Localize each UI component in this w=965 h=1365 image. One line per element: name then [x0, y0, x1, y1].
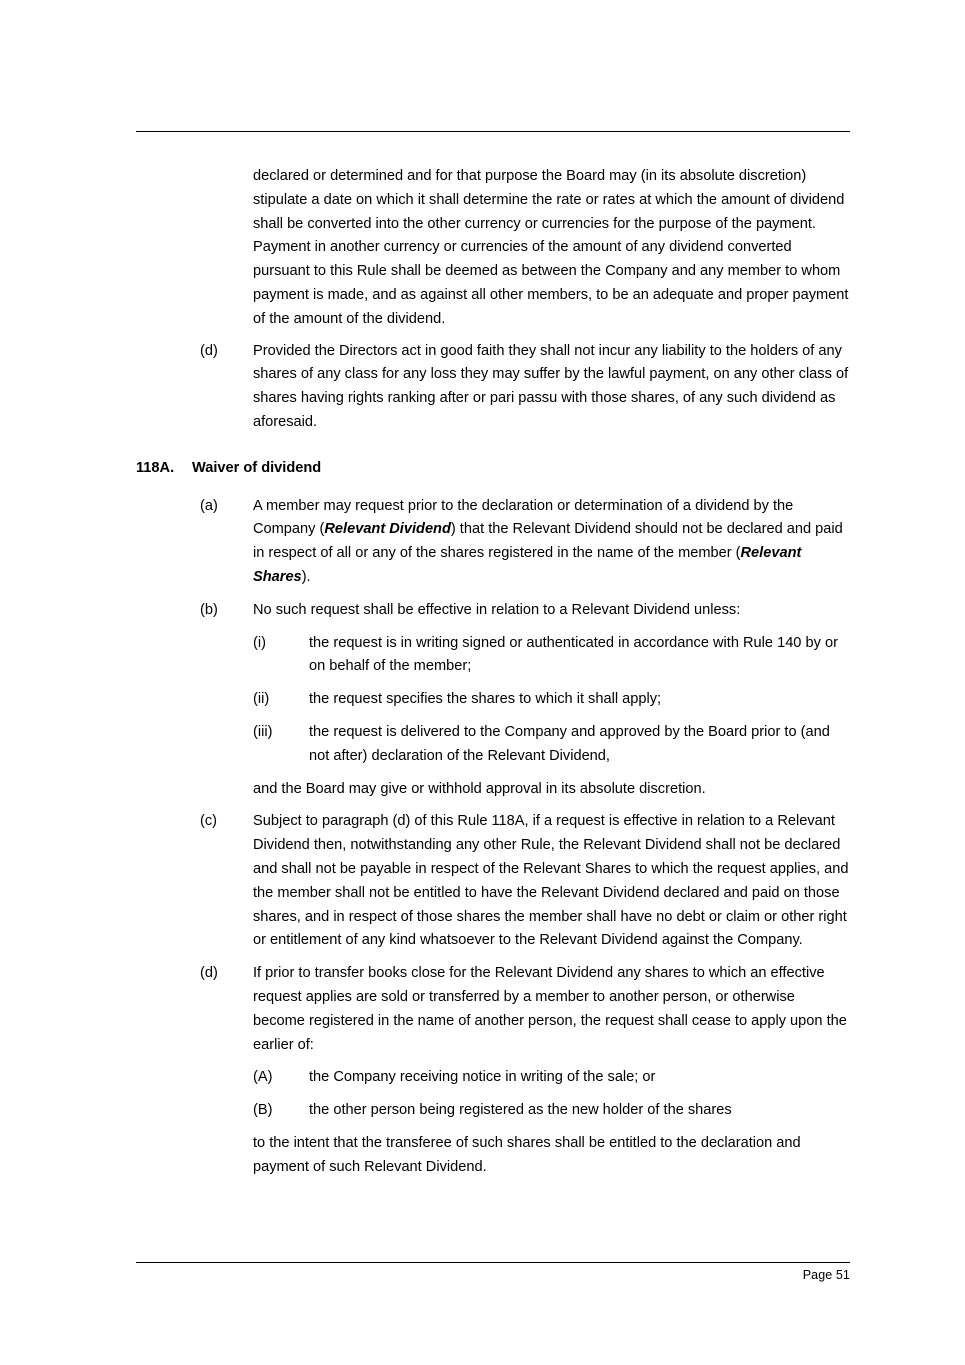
- list-marker: (B): [253, 1102, 273, 1119]
- list-item-d-previous-rule: [136, 340, 850, 435]
- list-item-text: the request is in writing signed or authenticated in accordance with Rule 140 by or on behalf of the member;: [309, 634, 838, 675]
- page-number: Page 51: [802, 1268, 850, 1282]
- list-item-b-iii: [136, 721, 850, 769]
- list-item-d-b: [136, 1099, 850, 1123]
- paragraph-b-tail: and the Board may give or withhold approval in its absolute discretion.: [253, 780, 706, 797]
- list-item-a: [136, 495, 850, 590]
- list-item-text: the request specifies the shares to which it shall apply;: [309, 691, 662, 708]
- list-item-b: [136, 599, 850, 623]
- list-item-text: A member may request prior to the declaration or determination of a dividend by the Company (Relevant Dividend) that the Relevant Dividend should not be declared and paid in respect of all or any of the shares registered in the name of the member (Relevant Shares).: [253, 497, 843, 585]
- page-content: [136, 165, 850, 1179]
- list-marker: (c): [200, 813, 218, 830]
- list-item-text: Provided the Directors act in good faith they shall not incur any liability to the holders of any shares of any class for any loss they may suffer by the lawful payment, on any other class of shares having rights ranking after or pari passu with those shares, of any such dividend as aforesaid.: [253, 342, 849, 430]
- list-item-text: the other person being registered as the new holder of the shares: [309, 1102, 732, 1119]
- list-marker: (ii): [253, 691, 270, 708]
- footer-divider: [136, 1262, 850, 1263]
- header-divider: [136, 131, 850, 132]
- list-marker: (d): [200, 965, 218, 982]
- list-item-text: the request is delivered to the Company and approved by the Board prior to (and not after) declaration of the Relevant Dividend,: [309, 723, 830, 764]
- paragraph-d-tail: to the intent that the transferee of such shares shall be entitled to the declaration and payment of such Relevant Dividend.: [253, 1134, 801, 1175]
- list-item-text: No such request shall be effective in relation to a Relevant Dividend unless:: [253, 601, 741, 618]
- section-title: Waiver of dividend: [192, 459, 322, 476]
- list-item-b-i: [136, 632, 850, 680]
- list-marker: (i): [253, 634, 266, 651]
- list-item-c: [136, 810, 850, 953]
- list-marker: (A): [253, 1069, 273, 1086]
- list-marker: (a): [200, 497, 218, 514]
- list-item-d: [136, 962, 850, 1057]
- list-marker: (b): [200, 601, 218, 618]
- list-item-text: the Company receiving notice in writing of the sale; or: [309, 1069, 656, 1086]
- section-number: 118A.: [136, 459, 175, 476]
- paragraph-continued: declared or determined and for that purpose the Board may (in its absolute discretion) stipulate a date on which it shall determine the rate or rates at which the amount of dividend shall be converted into the other currency or currencies for the purpose of the payment. Payment in another currency or currencies of the amount of any dividend converted pursuant to this Rule shall be deemed as between the Company and any member to whom payment is made, and as against all other members, to be an adequate and proper payment of the amount of the dividend.: [253, 168, 849, 327]
- list-item-text: Subject to paragraph (d) of this Rule 118A, if a request is effective in relation to a Relevant Dividend then, notwithstanding any other Rule, the Relevant Dividend shall not be declared and shall not be payable in respect of the Relevant Shares to which the request applies, and the member shall not be entitled to have the Relevant Dividend declared and paid on those shares, and in respect of those shares the member shall have no debt or claim or other right or entitlement of any kind whatsoever to the Relevant Dividend against the Company.: [253, 813, 849, 949]
- list-marker: (d): [200, 342, 218, 359]
- defined-term: Relevant Shares: [253, 545, 802, 585]
- defined-term: Relevant Dividend: [324, 521, 451, 538]
- section-heading: [136, 457, 850, 481]
- list-item-text: If prior to transfer books close for the Relevant Dividend any shares to which an effective request applies are sold or transferred by a member to another person, or otherwise become registered in the name of another person, the request shall cease to apply upon the earlier of:: [253, 965, 847, 1053]
- list-marker: (iii): [253, 723, 273, 740]
- list-item-d-a: [136, 1066, 850, 1090]
- list-item-b-ii: [136, 688, 850, 712]
